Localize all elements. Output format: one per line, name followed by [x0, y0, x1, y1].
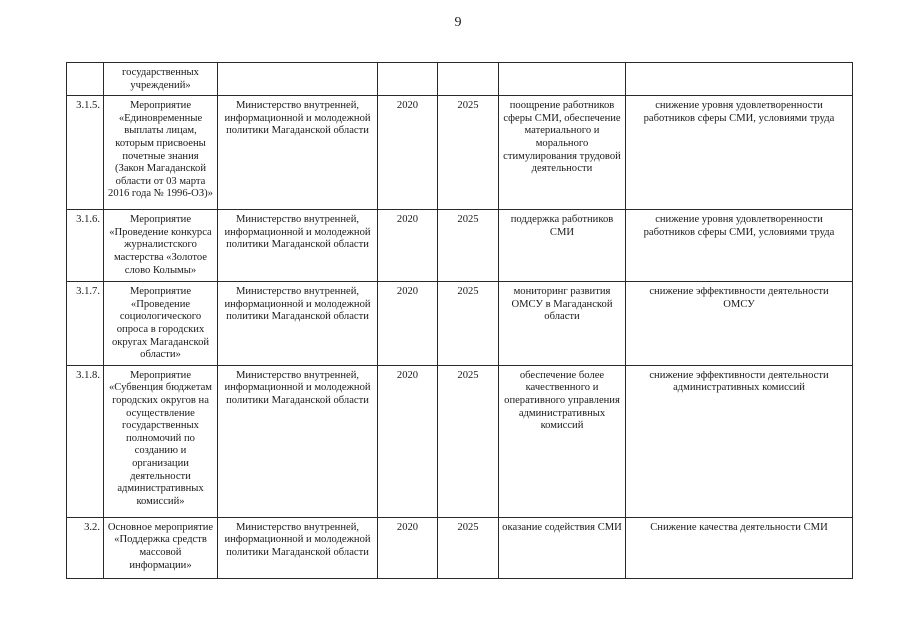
- result-line: сферы СМИ, обеспечение: [503, 112, 621, 124]
- executor-line: политики Магаданской области: [226, 125, 369, 137]
- executor-line: информационной и молодежной: [224, 534, 371, 546]
- measure-name-line: Основное мероприятие: [107, 521, 214, 533]
- measure-name-line: журналистского: [124, 239, 197, 251]
- expected-result: [499, 63, 626, 96]
- measure-name: [104, 210, 218, 282]
- measure-name-line: организации: [132, 457, 189, 469]
- measure-name-line: Мероприятие: [129, 214, 192, 226]
- end-year: 2025: [438, 517, 499, 578]
- executor-line: политики Магаданской области: [226, 311, 369, 323]
- executor: [218, 365, 378, 517]
- consequence-line: снижение эффективности деятельности: [649, 286, 829, 298]
- row-number: 3.1.6.: [67, 210, 104, 282]
- consequence: [626, 210, 853, 282]
- measure-name: [104, 282, 218, 366]
- measure-name: [104, 96, 218, 210]
- expected-result: [499, 517, 626, 578]
- measure-name-line: социологического: [119, 311, 202, 323]
- row-number: 3.1.8.: [67, 365, 104, 517]
- result-line: качественного и: [525, 382, 599, 394]
- consequence-line: Снижение качества деятельности СМИ: [650, 521, 828, 533]
- row-number: [67, 63, 104, 96]
- end-year: 2025: [438, 282, 499, 366]
- measure-name-line: «Проведение конкурса: [109, 226, 212, 238]
- executor-line: политики Магаданской области: [226, 546, 369, 558]
- result-line: области: [544, 311, 580, 323]
- consequence-line: работников сферы СМИ, условиями труда: [643, 112, 835, 124]
- consequence: [626, 282, 853, 366]
- executor-line: Министерство внутренней,: [235, 286, 360, 298]
- measure-name-line: комиссий»: [136, 495, 185, 507]
- end-year: 2025: [438, 96, 499, 210]
- measure-name-line: почетные знания: [122, 150, 199, 162]
- measure-name-line: «Единовременные: [118, 112, 203, 124]
- table-row: [67, 96, 853, 210]
- measure-name-line: созданию и: [134, 445, 187, 457]
- measure-name-line: Мероприятие: [129, 286, 192, 298]
- table-row: [67, 210, 853, 282]
- measure-name-line: выплаты лицам,: [124, 125, 197, 137]
- result-line: поощрение работников: [509, 100, 615, 112]
- start-year: 2020: [378, 365, 438, 517]
- result-line: оказание содействия СМИ: [502, 521, 622, 533]
- table-row: [67, 282, 853, 366]
- consequence-line: снижение уровня удовлетворенности: [655, 100, 823, 112]
- consequence-line: работников сферы СМИ, условиями труда: [643, 226, 835, 238]
- start-year: 2020: [378, 96, 438, 210]
- expected-result: [499, 365, 626, 517]
- measure-name-line: городских округов на: [112, 394, 209, 406]
- measure-name-line: учреждений»: [130, 79, 191, 91]
- measure-name-line: «Субвенция бюджетам: [108, 382, 213, 394]
- result-line: деятельности: [531, 163, 593, 175]
- measure-name-line: области от 03 марта: [115, 175, 206, 187]
- consequence: [626, 365, 853, 517]
- result-line: мониторинг развития: [513, 286, 611, 298]
- measure-name: [104, 517, 218, 578]
- result-line: административных: [518, 407, 606, 419]
- consequence: [626, 96, 853, 210]
- measure-name-line: «Поддержка средств: [114, 534, 207, 546]
- result-line: ОМСУ в Магаданской: [511, 298, 613, 310]
- executor: [218, 282, 378, 366]
- result-line: поддержка работников: [510, 214, 614, 226]
- measure-name-line: 2016 года № 1996-ОЗ)»: [108, 188, 213, 200]
- executor-line: информационной и молодежной: [224, 112, 371, 124]
- table-row: [67, 365, 853, 517]
- measure-name-line: государственных: [122, 67, 199, 78]
- start-year: 2020: [378, 517, 438, 578]
- consequence: [626, 63, 853, 96]
- measure-name-line: полномочий по: [126, 432, 195, 444]
- consequence-line: административных комиссий: [673, 382, 805, 394]
- end-year: 2025: [438, 365, 499, 517]
- measure-name-line: массовой: [139, 546, 182, 558]
- start-year: [378, 63, 438, 96]
- consequence: [626, 517, 853, 578]
- result-line: обеспечение более: [519, 369, 605, 381]
- measure-name-line: административных: [117, 483, 204, 495]
- consequence-line: ОМСУ: [723, 298, 755, 310]
- measure-name-line: опроса в городских: [116, 323, 205, 335]
- measure-name-line: государственных: [122, 420, 199, 432]
- executor: [218, 210, 378, 282]
- measure-name-line: Мероприятие: [129, 100, 192, 112]
- executor-line: политики Магаданской области: [226, 239, 369, 251]
- measure-name-line: (Закон Магаданской: [115, 163, 206, 175]
- measure-name-line: информации»: [129, 559, 192, 571]
- result-line: стимулирования трудовой: [503, 150, 621, 162]
- measures-table: [66, 62, 853, 579]
- executor-line: информационной и молодежной: [224, 382, 371, 394]
- executor: [218, 63, 378, 96]
- measure-name-line: осуществление: [126, 407, 195, 419]
- result-line: комиссий: [540, 420, 584, 432]
- executor-line: Министерство внутренней,: [235, 100, 360, 112]
- measure-name: [104, 365, 218, 517]
- measure-name-line: области»: [140, 349, 181, 361]
- consequence-line: снижение уровня удовлетворенности: [655, 214, 823, 226]
- end-year: [438, 63, 499, 96]
- executor-line: информационной и молодежной: [224, 298, 371, 310]
- expected-result: [499, 210, 626, 282]
- measure-name-line: деятельности: [130, 470, 191, 482]
- measure-name-line: округах Магаданской: [111, 336, 210, 348]
- table-row: [67, 517, 853, 578]
- end-year: 2025: [438, 210, 499, 282]
- result-line: материального и: [524, 125, 600, 137]
- measure-name: [104, 63, 218, 96]
- row-number: 3.1.5.: [67, 96, 104, 210]
- executor-line: политики Магаданской области: [226, 394, 369, 406]
- measure-name-line: Мероприятие: [129, 369, 192, 381]
- result-line: СМИ: [549, 226, 575, 238]
- measure-name-line: которым присвоены: [115, 137, 206, 149]
- measure-name-line: мастерства «Золотое: [113, 251, 208, 263]
- expected-result: [499, 282, 626, 366]
- executor-line: Министерство внутренней,: [235, 521, 360, 533]
- start-year: 2020: [378, 210, 438, 282]
- table-row: [67, 63, 853, 96]
- measure-name-line: слово Колымы»: [124, 264, 197, 276]
- executor-line: Министерство внутренней,: [235, 369, 360, 381]
- expected-result: [499, 96, 626, 210]
- result-line: оперативного управления: [504, 394, 620, 406]
- page-number: 9: [454, 15, 462, 30]
- executor-line: информационной и молодежной: [224, 226, 371, 238]
- measure-name-line: «Проведение: [130, 298, 191, 310]
- executor: [218, 96, 378, 210]
- result-line: морального: [535, 137, 589, 149]
- start-year: 2020: [378, 282, 438, 366]
- row-number: 3.1.7.: [67, 282, 104, 366]
- row-number: 3.2.: [67, 517, 104, 578]
- executor: [218, 517, 378, 578]
- consequence-line: снижение эффективности деятельности: [649, 369, 829, 381]
- executor-line: Министерство внутренней,: [235, 214, 360, 226]
